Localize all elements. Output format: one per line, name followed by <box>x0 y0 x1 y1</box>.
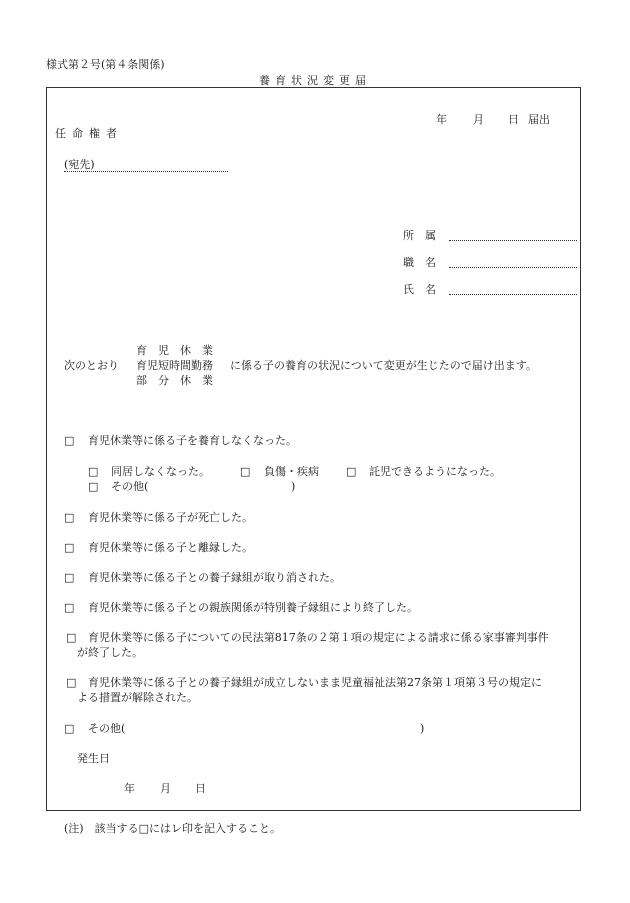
declaration-suffix: に係る子の養育の状況について変更が生じたので届け出ます。 <box>230 359 537 372</box>
checkbox-item1[interactable]: □ <box>64 434 75 447</box>
occurrence-month-label: 月 <box>160 782 171 795</box>
checkbox-item8[interactable]: □ <box>64 722 75 735</box>
form-title: 養育状況変更届 <box>259 74 371 87</box>
leave-type-short-hours: 育児短時間勤務 <box>136 359 213 372</box>
checkbox-sub1[interactable]: □ <box>88 465 99 478</box>
checkbox-item5[interactable]: □ <box>64 601 75 614</box>
sub3-text: 託児できるようになった。 <box>369 465 501 478</box>
item7-text-line1: 育児休業等に係る子との養子縁組が成立しないまま児童福祉法第27条第１項第３号の規定に <box>88 676 542 689</box>
sub4-open: その他( <box>111 480 149 493</box>
item3-text: 育児休業等に係る子と離縁した。 <box>88 541 253 554</box>
appointing-authority-label: 任命権者 <box>55 127 123 140</box>
date-month-label: 月 <box>473 113 484 126</box>
position-field[interactable] <box>449 267 577 268</box>
footnote: (注) 該当する□にはレ印を記入すること。 <box>64 822 281 835</box>
checkbox-item4[interactable]: □ <box>64 571 75 584</box>
occurrence-date-label: 発生日 <box>77 752 110 765</box>
declaration-prefix: 次のとおり <box>64 359 119 372</box>
item7-text-line2: よる措置が解除された。 <box>77 691 198 704</box>
item6-text-line2: が終了した。 <box>77 646 143 659</box>
date-day-label: 日 <box>508 113 519 126</box>
checkbox-sub3[interactable]: □ <box>346 465 357 478</box>
checkbox-sub4[interactable]: □ <box>88 480 99 493</box>
checkbox-sub2[interactable]: □ <box>240 465 251 478</box>
checkbox-item3[interactable]: □ <box>64 541 75 554</box>
item8-close: ) <box>420 722 425 735</box>
addressee-label: (宛先) <box>64 158 95 171</box>
item6-text-line1: 育児休業等に係る子についての民法第817条の２第１項の規定による請求に係る家事審判事件 <box>88 631 549 644</box>
affiliation-field[interactable] <box>449 240 577 241</box>
item8-open: その他( <box>88 722 126 735</box>
sub1-text: 同居しなくなった。 <box>111 465 210 478</box>
occurrence-day-label: 日 <box>195 782 206 795</box>
leave-type-partial: 部 分 休 業 <box>136 374 213 387</box>
item2-text: 育児休業等に係る子が死亡した。 <box>88 511 253 524</box>
form-number: 様式第２号(第４条関係) <box>46 58 165 71</box>
date-submit-label: 届出 <box>528 113 550 126</box>
date-year-label: 年 <box>436 113 447 126</box>
sub4-close: ) <box>291 480 296 493</box>
sub2-text: 負傷・疾病 <box>264 465 319 478</box>
name-field[interactable] <box>449 294 577 295</box>
affiliation-label: 所 属 <box>403 229 436 242</box>
addressee-line[interactable] <box>64 171 228 172</box>
occurrence-year-label: 年 <box>124 782 135 795</box>
item5-text: 育児休業等に係る子との親族関係が特別養子縁組により終了した。 <box>88 601 418 614</box>
checkbox-item2[interactable]: □ <box>64 511 75 524</box>
checkbox-item6[interactable]: □ <box>66 631 77 644</box>
name-label: 氏 名 <box>403 283 436 296</box>
checkbox-item7[interactable]: □ <box>66 676 77 689</box>
item4-text: 育児休業等に係る子との養子縁組が取り消された。 <box>88 571 341 584</box>
leave-type-childcare: 育 児 休 業 <box>136 344 213 357</box>
item1-text: 育児休業等に係る子を養育しなくなった。 <box>88 434 297 447</box>
position-label: 職 名 <box>403 256 436 269</box>
